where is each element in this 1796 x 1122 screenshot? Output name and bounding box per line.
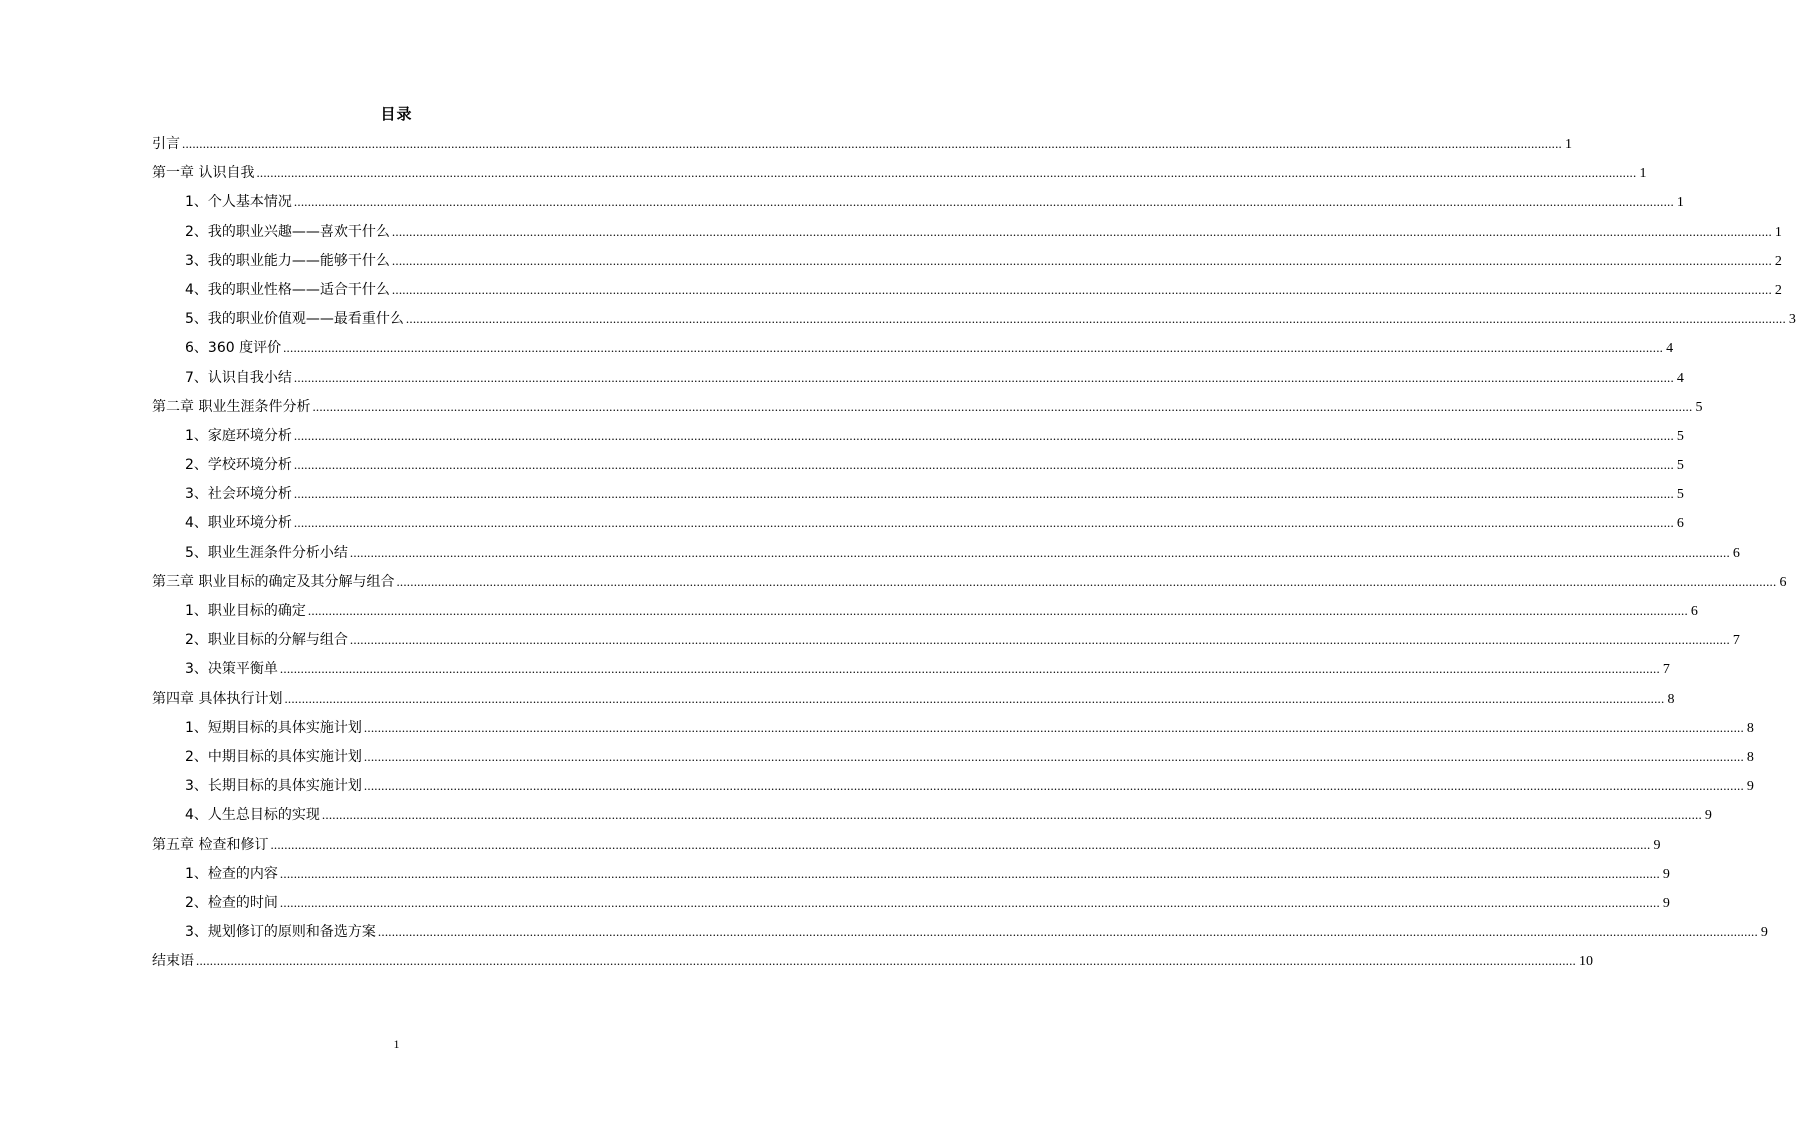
toc-entry-section[interactable] [152,600,1698,629]
dot-leader: ................................................................................................................................................................................................................................................................................................................................................................................................................ [391,223,1772,239]
dot-leader: ................................................................................................................................................................................................................................................................................................................................................................................................................ [284,690,1665,706]
toc-entry-label: 2、检查的时间 [185,894,278,911]
toc-entry-label: 1、家庭环境分析 [185,427,292,444]
toc-entry-section[interactable] [152,512,1684,541]
toc-entry-section[interactable] [152,658,1670,687]
toc-entry-label: 3、决策平衡单 [185,661,278,678]
dot-leader: ................................................................................................................................................................................................................................................................................................................................................................................................................ [363,748,1744,764]
toc-entry-page-number: 10 [1579,954,1593,970]
toc-entry-section[interactable] [152,425,1684,454]
toc-entry-label: 1、检查的内容 [185,865,278,882]
toc-entry-section[interactable] [152,804,1712,833]
toc-entry-page-number: 8 [1746,749,1754,765]
toc-entry-section[interactable] [152,629,1740,658]
toc-entry-section[interactable] [152,863,1670,892]
dot-leader: ................................................................................................................................................................................................................................................................................................................................................................................................................ [396,573,1777,589]
dot-leader: ................................................................................................................................................................................................................................................................................................................................................................................................................ [270,836,1651,852]
toc-entry-page-number: 4 [1666,341,1674,357]
toc-entry-page-number: 6 [1690,604,1698,619]
toc-entry-section[interactable] [152,191,1684,220]
toc-entry-label: 4、人生总目标的实现 [185,807,320,824]
toc-entry-label: 3、规划修订的原则和备选方案 [185,924,376,941]
dot-leader: ................................................................................................................................................................................................................................................................................................................................................................................................................ [283,340,1664,356]
toc-entry-page-number: 5 [1676,428,1684,444]
toc-entry-label: 第三章 职业目标的确定及其分解与组合 [152,573,395,590]
toc-entry-chapter[interactable] [152,950,1593,979]
toc-entry-section[interactable] [152,746,1754,775]
dot-leader: ................................................................................................................................................................................................................................................................................................................................................................................................................ [279,894,1660,910]
toc-entry-section[interactable] [152,454,1684,483]
toc-entry-label: 3、长期目标的具体实施计划 [185,778,362,795]
toc-entry-section[interactable] [152,250,1782,279]
toc-entry-label: 1、短期目标的具体实施计划 [185,719,362,736]
dot-leader: ................................................................................................................................................................................................................................................................................................................................................................................................................ [293,486,1674,502]
toc-entry-page-number: 8 [1746,720,1754,736]
toc-entry-section[interactable] [152,542,1740,571]
toc-entry-page-number: 6 [1676,516,1684,532]
toc-entry-page-number: 1 [1639,166,1647,182]
toc-entry-page-number: 9 [1746,779,1754,795]
dot-leader: ................................................................................................................................................................................................................................................................................................................................................................................................................ [349,632,1730,648]
toc-entry-chapter[interactable] [152,133,1572,162]
toc-entry-label: 2、中期目标的具体实施计划 [185,748,362,765]
toc-entry-label: 2、我的职业兴趣——喜欢干什么 [185,223,390,240]
toc-entry-page-number: 3 [1788,312,1796,328]
toc-entry-page-number: 1 [1676,195,1684,211]
toc-entry-chapter[interactable] [152,162,1647,191]
dot-leader: ................................................................................................................................................................................................................................................................................................................................................................................................................ [377,924,1758,940]
dot-leader: ................................................................................................................................................................................................................................................................................................................................................................................................................ [182,136,1562,151]
toc-entry-section[interactable] [152,892,1670,921]
dot-leader: ................................................................................................................................................................................................................................................................................................................................................................................................................ [293,427,1674,443]
dot-leader: ................................................................................................................................................................................................................................................................................................................................................................................................................ [196,953,1576,969]
dot-leader: ................................................................................................................................................................................................................................................................................................................................................................................................................ [321,807,1702,823]
dot-leader: ................................................................................................................................................................................................................................................................................................................................................................................................................ [293,194,1674,210]
toc-entry-label: 结束语 [152,953,194,970]
toc-entry-section[interactable] [152,308,1796,337]
toc-entry-label: 第五章 检查和修订 [152,836,269,853]
toc-entry-chapter[interactable] [152,396,1703,425]
toc-entry-section[interactable] [152,483,1684,512]
toc-entry-chapter[interactable] [152,571,1787,600]
toc-entry-label: 第一章 认识自我 [152,165,255,182]
dot-leader: ................................................................................................................................................................................................................................................................................................................................................................................................................ [293,457,1674,473]
toc-entry-label: 2、职业目标的分解与组合 [185,632,348,649]
toc-entry-section[interactable] [152,221,1782,250]
toc-entry-label: 1、职业目标的确定 [185,603,306,619]
dot-leader: ................................................................................................................................................................................................................................................................................................................................................................................................................ [391,281,1772,297]
dot-leader: ................................................................................................................................................................................................................................................................................................................................................................................................................ [363,719,1744,735]
toc-entry-page-number: 9 [1662,895,1670,911]
toc-title: 目录 [380,105,413,123]
page-number: 1 [393,1037,400,1051]
dot-leader: ................................................................................................................................................................................................................................................................................................................................................................................................................ [391,252,1772,268]
toc-entry-page-number: 8 [1667,691,1675,707]
toc-entry-section[interactable] [152,337,1674,366]
dot-leader: ................................................................................................................................................................................................................................................................................................................................................................................................................ [279,661,1660,677]
toc-entry-page-number: 9 [1704,808,1712,824]
toc-entry-page-number: 5 [1695,399,1703,415]
toc-entry-label: 5、我的职业价值观——最看重什么 [185,311,404,328]
dot-leader: ................................................................................................................................................................................................................................................................................................................................................................................................................ [349,544,1730,560]
toc-entry-label: 1、个人基本情况 [185,194,292,211]
dot-leader: ................................................................................................................................................................................................................................................................................................................................................................................................................ [312,398,1693,414]
toc-entry-page-number: 9 [1662,866,1670,882]
toc-entry-page-number: 7 [1662,662,1670,678]
dot-leader: ................................................................................................................................................................................................................................................................................................................................................................................................................ [293,369,1674,385]
toc-entry-section[interactable] [152,717,1754,746]
toc-entry-label: 第四章 具体执行计划 [152,690,283,707]
toc-entry-page-number: 6 [1732,545,1740,561]
toc-entry-page-number: 1 [1774,224,1782,240]
toc-entry-page-number: 9 [1653,837,1661,853]
dot-leader: ................................................................................................................................................................................................................................................................................................................................................................................................................ [293,515,1674,531]
toc-entry-page-number: 2 [1774,253,1782,269]
toc-entry-chapter[interactable] [152,688,1675,717]
toc-entry-page-number: 7 [1732,633,1740,649]
toc-entry-chapter[interactable] [152,834,1661,863]
toc-entry-page-number: 6 [1779,574,1787,590]
toc-entry-page-number: 2 [1774,282,1782,298]
toc-list [152,133,1796,979]
toc-entry-section[interactable] [152,279,1782,308]
toc-entry-label: 7、认识自我小结 [185,369,292,386]
toc-entry-label: 4、我的职业性格——适合干什么 [185,281,390,298]
dot-leader: ................................................................................................................................................................................................................................................................................................................................................................................................................ [279,865,1660,881]
toc-entry-page-number: 5 [1676,487,1684,503]
toc-entry-page-number: 1 [1565,137,1572,152]
toc-entry-section[interactable] [152,921,1768,950]
toc-entry-label: 5、职业生涯条件分析小结 [185,544,348,561]
toc-entry-section[interactable] [152,775,1754,804]
toc-entry-label: 第二章 职业生涯条件分析 [152,398,311,415]
toc-entry-page-number: 9 [1760,925,1768,941]
toc-entry-page-number: 5 [1676,458,1684,474]
dot-leader: ................................................................................................................................................................................................................................................................................................................................................................................................................ [256,165,1637,181]
toc-entry-page-number: 4 [1676,370,1684,386]
toc-entry-label: 2、学校环境分析 [185,457,292,474]
toc-entry-label: 3、我的职业能力——能够干什么 [185,252,390,269]
dot-leader: ................................................................................................................................................................................................................................................................................................................................................................................................................ [363,778,1744,794]
toc-entry-label: 4、职业环境分析 [185,515,292,532]
dot-leader: ................................................................................................................................................................................................................................................................................................................................................................................................................ [405,311,1786,327]
toc-entry-label: 3、社会环境分析 [185,486,292,503]
toc-entry-label: 引言 [152,136,180,152]
toc-entry-label: 6、360 度评价 [185,340,282,357]
toc-entry-section[interactable] [152,367,1684,396]
dot-leader: ................................................................................................................................................................................................................................................................................................................................................................................................................ [307,603,1688,618]
